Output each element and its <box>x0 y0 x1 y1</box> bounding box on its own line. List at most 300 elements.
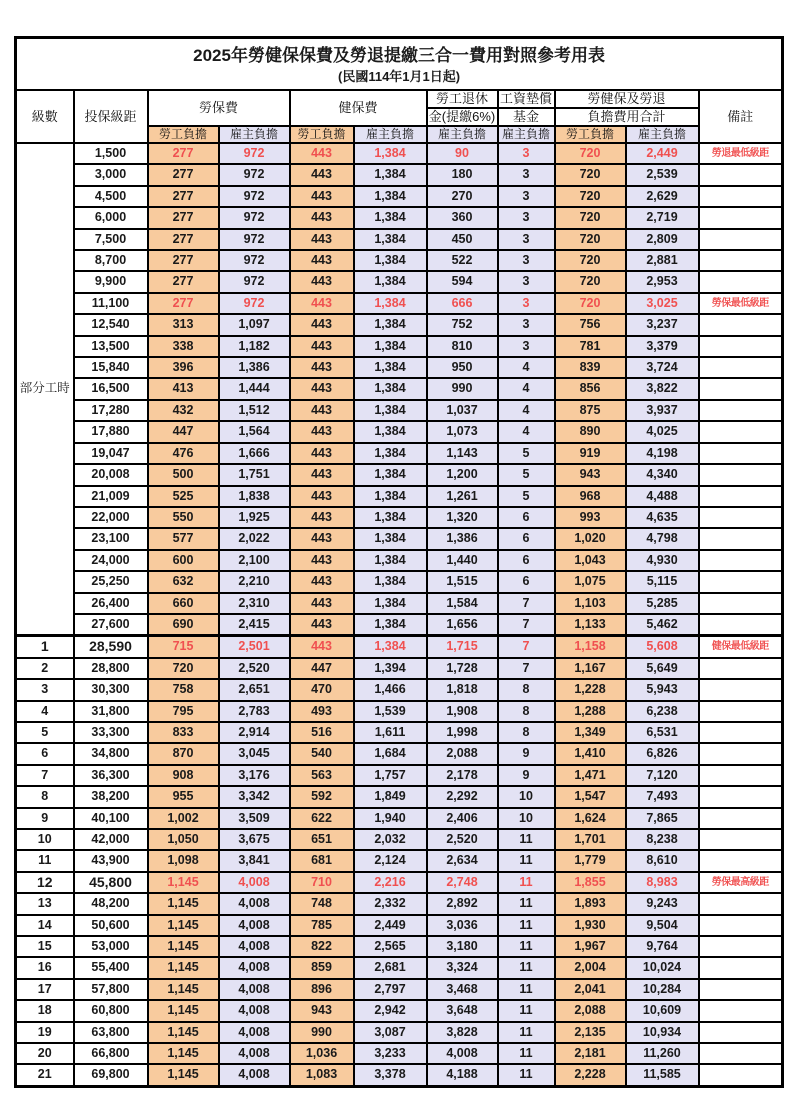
cell-total-employee: 1,967 <box>555 936 626 957</box>
cell-fund-employer: 4 <box>498 357 555 378</box>
cell-labor-employer: 1,182 <box>219 336 290 357</box>
cell-health-employer: 1,394 <box>354 658 427 679</box>
cell-labor-employee: 1,145 <box>148 893 219 914</box>
cell-bracket: 24,000 <box>74 550 148 571</box>
table-row <box>16 1064 783 1086</box>
cell-level: 15 <box>16 936 74 957</box>
cell-note <box>699 164 783 185</box>
cell-health-employer: 3,087 <box>354 1022 427 1043</box>
cell-pension-employer: 1,998 <box>427 722 498 743</box>
cell-fund-employer: 11 <box>498 893 555 914</box>
cell-health-employer: 1,384 <box>354 421 427 442</box>
cell-health-employee: 443 <box>290 164 354 185</box>
cell-fund-employer: 3 <box>498 164 555 185</box>
cell-health-employer: 1,466 <box>354 679 427 700</box>
cell-note <box>699 1000 783 1021</box>
cell-fund-employer: 3 <box>498 293 555 314</box>
cell-health-employer: 2,332 <box>354 893 427 914</box>
cell-note <box>699 421 783 442</box>
cell-labor-employer: 1,666 <box>219 443 290 464</box>
cell-note <box>699 957 783 978</box>
cell-fund-employer: 4 <box>498 421 555 442</box>
cell-bracket: 12,540 <box>74 314 148 335</box>
cell-labor-employer: 972 <box>219 186 290 207</box>
cell-health-employee: 443 <box>290 271 354 292</box>
subheader-labor-employee: 勞工負擔 <box>148 126 219 143</box>
cell-health-employee: 990 <box>290 1022 354 1043</box>
cell-labor-employer: 2,501 <box>219 636 290 658</box>
cell-note <box>699 571 783 592</box>
cell-bracket: 11,100 <box>74 293 148 314</box>
cell-bracket: 34,800 <box>74 743 148 764</box>
table-row <box>16 378 783 399</box>
cell-pension-employer: 2,892 <box>427 893 498 914</box>
part-time-label: 部分工時 <box>16 143 74 636</box>
cell-health-employee: 443 <box>290 528 354 549</box>
table-row <box>16 207 783 228</box>
cell-bracket: 42,000 <box>74 829 148 850</box>
table-row <box>16 786 783 807</box>
cell-total-employer: 8,983 <box>626 872 699 893</box>
header-pension-line2: 金(提繳6%) <box>427 108 498 126</box>
cell-total-employee: 1,288 <box>555 701 626 722</box>
cell-health-employee: 443 <box>290 486 354 507</box>
header-level: 級數 <box>16 90 74 143</box>
cell-note <box>699 679 783 700</box>
cell-labor-employee: 277 <box>148 164 219 185</box>
cell-total-employee: 1,930 <box>555 915 626 936</box>
cell-health-employee: 651 <box>290 829 354 850</box>
table-row <box>16 701 783 722</box>
cell-note <box>699 250 783 271</box>
table-row <box>16 850 783 871</box>
cell-total-employee: 720 <box>555 250 626 271</box>
table-row <box>16 679 783 700</box>
cell-labor-employee: 1,050 <box>148 829 219 850</box>
cell-labor-employer: 3,841 <box>219 850 290 871</box>
cell-labor-employee: 476 <box>148 443 219 464</box>
cell-pension-employer: 3,648 <box>427 1000 498 1021</box>
cell-pension-employer: 666 <box>427 293 498 314</box>
cell-health-employee: 443 <box>290 614 354 636</box>
cell-total-employee: 720 <box>555 164 626 185</box>
cell-health-employer: 1,384 <box>354 357 427 378</box>
cell-health-employer: 2,124 <box>354 850 427 871</box>
cell-total-employer: 3,237 <box>626 314 699 335</box>
cell-level: 17 <box>16 979 74 1000</box>
header-fund-line1: 工資墊償 <box>498 90 555 108</box>
table-row <box>16 250 783 271</box>
cell-health-employer: 1,539 <box>354 701 427 722</box>
cell-bracket: 27,600 <box>74 614 148 636</box>
cell-labor-employee: 1,145 <box>148 936 219 957</box>
cell-health-employee: 493 <box>290 701 354 722</box>
cell-total-employer: 5,649 <box>626 658 699 679</box>
cell-total-employee: 1,228 <box>555 679 626 700</box>
cell-total-employer: 4,635 <box>626 507 699 528</box>
cell-pension-employer: 1,715 <box>427 636 498 658</box>
cell-total-employer: 10,934 <box>626 1022 699 1043</box>
cell-labor-employer: 1,751 <box>219 464 290 485</box>
cell-fund-employer: 11 <box>498 1000 555 1021</box>
cell-pension-employer: 522 <box>427 250 498 271</box>
cell-labor-employer: 3,509 <box>219 808 290 829</box>
cell-fund-employer: 3 <box>498 186 555 207</box>
table-row <box>16 658 783 679</box>
cell-health-employee: 822 <box>290 936 354 957</box>
page-title: 2025年勞健保保費及勞退提繳三合一費用對照參考用表 <box>193 45 605 65</box>
cell-note <box>699 850 783 871</box>
cell-note <box>699 207 783 228</box>
cell-note <box>699 400 783 421</box>
cell-health-employer: 3,378 <box>354 1064 427 1086</box>
cell-total-employee: 839 <box>555 357 626 378</box>
header-row-groups <box>16 90 783 108</box>
premium-reference-table <box>14 36 784 1088</box>
subheader-total-employer: 雇主負擔 <box>626 126 699 143</box>
cell-health-employer: 1,757 <box>354 765 427 786</box>
cell-total-employer: 9,243 <box>626 893 699 914</box>
table-row <box>16 550 783 571</box>
cell-bracket: 20,008 <box>74 464 148 485</box>
cell-total-employer: 2,539 <box>626 164 699 185</box>
cell-health-employer: 2,032 <box>354 829 427 850</box>
table-row <box>16 507 783 528</box>
cell-health-employee: 443 <box>290 186 354 207</box>
cell-note <box>699 593 783 614</box>
cell-health-employer: 2,216 <box>354 872 427 893</box>
cell-bracket: 22,000 <box>74 507 148 528</box>
cell-level: 20 <box>16 1043 74 1064</box>
cell-health-employer: 1,940 <box>354 808 427 829</box>
cell-total-employee: 720 <box>555 271 626 292</box>
cell-health-employee: 443 <box>290 571 354 592</box>
cell-total-employer: 6,238 <box>626 701 699 722</box>
table-row <box>16 229 783 250</box>
cell-total-employer: 5,608 <box>626 636 699 658</box>
cell-total-employer: 7,493 <box>626 786 699 807</box>
cell-health-employee: 516 <box>290 722 354 743</box>
cell-bracket: 8,700 <box>74 250 148 271</box>
cell-labor-employee: 690 <box>148 614 219 636</box>
cell-note <box>699 893 783 914</box>
cell-labor-employer: 2,100 <box>219 550 290 571</box>
cell-note <box>699 550 783 571</box>
cell-note <box>699 507 783 528</box>
cell-bracket: 25,250 <box>74 571 148 592</box>
cell-labor-employee: 600 <box>148 550 219 571</box>
cell-pension-employer: 1,656 <box>427 614 498 636</box>
title-row <box>16 38 783 91</box>
cell-fund-employer: 5 <box>498 443 555 464</box>
header-pension-line1: 勞工退休 <box>427 90 498 108</box>
cell-labor-employee: 1,145 <box>148 979 219 1000</box>
cell-note: 勞退最低級距 <box>699 143 783 164</box>
cell-note <box>699 1064 783 1086</box>
cell-pension-employer: 1,515 <box>427 571 498 592</box>
cell-labor-employee: 277 <box>148 143 219 164</box>
cell-health-employee: 1,036 <box>290 1043 354 1064</box>
cell-health-employee: 681 <box>290 850 354 871</box>
cell-pension-employer: 450 <box>427 229 498 250</box>
header-fund-line2: 基金 <box>498 108 555 126</box>
cell-health-employee: 563 <box>290 765 354 786</box>
subheader-health-employer: 雇主負擔 <box>354 126 427 143</box>
table-row <box>16 164 783 185</box>
cell-fund-employer: 9 <box>498 765 555 786</box>
cell-fund-employer: 11 <box>498 915 555 936</box>
cell-note <box>699 786 783 807</box>
cell-health-employee: 622 <box>290 808 354 829</box>
cell-total-employee: 781 <box>555 336 626 357</box>
cell-pension-employer: 2,292 <box>427 786 498 807</box>
cell-total-employee: 1,133 <box>555 614 626 636</box>
cell-pension-employer: 2,178 <box>427 765 498 786</box>
cell-labor-employer: 4,008 <box>219 979 290 1000</box>
cell-pension-employer: 1,037 <box>427 400 498 421</box>
cell-note <box>699 186 783 207</box>
cell-fund-employer: 5 <box>498 486 555 507</box>
table-row <box>16 293 783 314</box>
table-row <box>16 571 783 592</box>
cell-note <box>699 936 783 957</box>
cell-pension-employer: 2,088 <box>427 743 498 764</box>
cell-pension-employer: 1,908 <box>427 701 498 722</box>
cell-health-employee: 443 <box>290 250 354 271</box>
cell-total-employer: 3,025 <box>626 293 699 314</box>
cell-labor-employee: 277 <box>148 250 219 271</box>
cell-labor-employer: 1,386 <box>219 357 290 378</box>
cell-total-employer: 10,609 <box>626 1000 699 1021</box>
cell-health-employee: 443 <box>290 443 354 464</box>
table-row <box>16 1000 783 1021</box>
cell-total-employer: 11,260 <box>626 1043 699 1064</box>
table-row <box>16 528 783 549</box>
cell-labor-employer: 4,008 <box>219 1064 290 1086</box>
cell-labor-employer: 2,415 <box>219 614 290 636</box>
cell-health-employee: 443 <box>290 507 354 528</box>
cell-labor-employer: 4,008 <box>219 1022 290 1043</box>
cell-labor-employee: 277 <box>148 293 219 314</box>
cell-level: 18 <box>16 1000 74 1021</box>
cell-pension-employer: 1,261 <box>427 486 498 507</box>
cell-total-employer: 2,719 <box>626 207 699 228</box>
cell-fund-employer: 4 <box>498 378 555 399</box>
cell-labor-employer: 1,097 <box>219 314 290 335</box>
cell-pension-employer: 990 <box>427 378 498 399</box>
cell-health-employee: 443 <box>290 636 354 658</box>
cell-note <box>699 743 783 764</box>
cell-bracket: 43,900 <box>74 850 148 871</box>
cell-health-employee: 470 <box>290 679 354 700</box>
cell-total-employee: 1,349 <box>555 722 626 743</box>
cell-labor-employee: 1,145 <box>148 872 219 893</box>
cell-health-employer: 1,384 <box>354 593 427 614</box>
cell-labor-employee: 1,145 <box>148 915 219 936</box>
table-row <box>16 357 783 378</box>
cell-bracket: 1,500 <box>74 143 148 164</box>
table-row <box>16 636 783 658</box>
cell-total-employer: 3,822 <box>626 378 699 399</box>
cell-bracket: 6,000 <box>74 207 148 228</box>
header-total-line2: 負擔費用合計 <box>555 108 699 126</box>
cell-labor-employer: 972 <box>219 229 290 250</box>
cell-health-employer: 1,384 <box>354 378 427 399</box>
cell-bracket: 69,800 <box>74 1064 148 1086</box>
cell-total-employer: 9,764 <box>626 936 699 957</box>
table-row <box>16 936 783 957</box>
cell-health-employer: 1,849 <box>354 786 427 807</box>
cell-labor-employer: 972 <box>219 271 290 292</box>
cell-total-employee: 756 <box>555 314 626 335</box>
cell-total-employee: 993 <box>555 507 626 528</box>
cell-health-employee: 443 <box>290 593 354 614</box>
cell-bracket: 63,800 <box>74 1022 148 1043</box>
cell-fund-employer: 11 <box>498 1064 555 1086</box>
cell-fund-employer: 8 <box>498 679 555 700</box>
cell-total-employer: 8,610 <box>626 850 699 871</box>
cell-note <box>699 378 783 399</box>
cell-health-employer: 1,384 <box>354 293 427 314</box>
cell-labor-employee: 277 <box>148 186 219 207</box>
cell-total-employer: 9,504 <box>626 915 699 936</box>
cell-note <box>699 314 783 335</box>
cell-health-employee: 1,083 <box>290 1064 354 1086</box>
cell-fund-employer: 7 <box>498 658 555 679</box>
cell-note <box>699 722 783 743</box>
cell-pension-employer: 1,386 <box>427 528 498 549</box>
cell-bracket: 50,600 <box>74 915 148 936</box>
cell-bracket: 21,009 <box>74 486 148 507</box>
cell-labor-employer: 1,564 <box>219 421 290 442</box>
cell-labor-employee: 277 <box>148 229 219 250</box>
cell-total-employee: 943 <box>555 464 626 485</box>
table-row <box>16 314 783 335</box>
cell-health-employer: 1,384 <box>354 550 427 571</box>
cell-fund-employer: 7 <box>498 593 555 614</box>
table-row <box>16 765 783 786</box>
table-row <box>16 979 783 1000</box>
cell-labor-employee: 715 <box>148 636 219 658</box>
cell-health-employer: 1,384 <box>354 250 427 271</box>
cell-health-employee: 748 <box>290 893 354 914</box>
subheader-total-employee: 勞工負擔 <box>555 126 626 143</box>
cell-health-employer: 1,384 <box>354 271 427 292</box>
cell-total-employer: 6,826 <box>626 743 699 764</box>
cell-health-employer: 1,384 <box>354 614 427 636</box>
cell-total-employee: 919 <box>555 443 626 464</box>
cell-health-employee: 443 <box>290 229 354 250</box>
cell-pension-employer: 2,748 <box>427 872 498 893</box>
cell-total-employer: 10,284 <box>626 979 699 1000</box>
cell-bracket: 48,200 <box>74 893 148 914</box>
cell-fund-employer: 6 <box>498 507 555 528</box>
cell-health-employee: 443 <box>290 421 354 442</box>
cell-labor-employer: 1,512 <box>219 400 290 421</box>
cell-health-employee: 443 <box>290 336 354 357</box>
cell-fund-employer: 3 <box>498 143 555 164</box>
cell-fund-employer: 11 <box>498 872 555 893</box>
table-row <box>16 336 783 357</box>
table-row <box>16 400 783 421</box>
cell-labor-employee: 313 <box>148 314 219 335</box>
cell-bracket: 38,200 <box>74 786 148 807</box>
cell-health-employee: 785 <box>290 915 354 936</box>
cell-total-employer: 2,449 <box>626 143 699 164</box>
cell-fund-employer: 8 <box>498 701 555 722</box>
cell-note <box>699 614 783 636</box>
cell-labor-employee: 758 <box>148 679 219 700</box>
cell-bracket: 57,800 <box>74 979 148 1000</box>
cell-bracket: 26,400 <box>74 593 148 614</box>
cell-health-employer: 1,384 <box>354 164 427 185</box>
cell-labor-employer: 1,925 <box>219 507 290 528</box>
cell-level: 4 <box>16 701 74 722</box>
cell-total-employee: 1,624 <box>555 808 626 829</box>
cell-labor-employee: 577 <box>148 528 219 549</box>
cell-bracket: 7,500 <box>74 229 148 250</box>
cell-total-employer: 4,488 <box>626 486 699 507</box>
cell-labor-employee: 1,098 <box>148 850 219 871</box>
cell-labor-employee: 955 <box>148 786 219 807</box>
cell-total-employee: 1,075 <box>555 571 626 592</box>
cell-total-employer: 4,025 <box>626 421 699 442</box>
table-row <box>16 593 783 614</box>
cell-health-employee: 443 <box>290 550 354 571</box>
cell-health-employee: 710 <box>290 872 354 893</box>
cell-health-employee: 447 <box>290 658 354 679</box>
cell-labor-employer: 972 <box>219 164 290 185</box>
cell-fund-employer: 3 <box>498 271 555 292</box>
cell-level: 8 <box>16 786 74 807</box>
cell-labor-employer: 2,022 <box>219 528 290 549</box>
cell-fund-employer: 10 <box>498 786 555 807</box>
cell-labor-employee: 550 <box>148 507 219 528</box>
cell-health-employer: 1,384 <box>354 400 427 421</box>
cell-fund-employer: 7 <box>498 636 555 658</box>
cell-labor-employee: 1,002 <box>148 808 219 829</box>
cell-labor-employee: 277 <box>148 271 219 292</box>
cell-health-employer: 2,797 <box>354 979 427 1000</box>
cell-total-employee: 2,181 <box>555 1043 626 1064</box>
cell-note <box>699 829 783 850</box>
cell-total-employer: 7,865 <box>626 808 699 829</box>
cell-labor-employer: 4,008 <box>219 915 290 936</box>
cell-health-employer: 1,384 <box>354 314 427 335</box>
cell-health-employer: 1,384 <box>354 143 427 164</box>
cell-level: 10 <box>16 829 74 850</box>
cell-health-employer: 2,449 <box>354 915 427 936</box>
cell-pension-employer: 1,200 <box>427 464 498 485</box>
cell-health-employer: 1,684 <box>354 743 427 764</box>
cell-health-employee: 943 <box>290 1000 354 1021</box>
cell-health-employer: 1,384 <box>354 229 427 250</box>
cell-total-employee: 720 <box>555 186 626 207</box>
cell-pension-employer: 270 <box>427 186 498 207</box>
cell-labor-employer: 1,444 <box>219 378 290 399</box>
cell-labor-employer: 972 <box>219 143 290 164</box>
cell-fund-employer: 11 <box>498 957 555 978</box>
cell-bracket: 19,047 <box>74 443 148 464</box>
cell-labor-employer: 2,651 <box>219 679 290 700</box>
cell-labor-employer: 3,045 <box>219 743 290 764</box>
cell-total-employee: 720 <box>555 293 626 314</box>
table-body <box>16 143 783 1086</box>
cell-labor-employee: 500 <box>148 464 219 485</box>
cell-health-employee: 443 <box>290 314 354 335</box>
cell-labor-employer: 4,008 <box>219 936 290 957</box>
cell-health-employer: 1,384 <box>354 336 427 357</box>
